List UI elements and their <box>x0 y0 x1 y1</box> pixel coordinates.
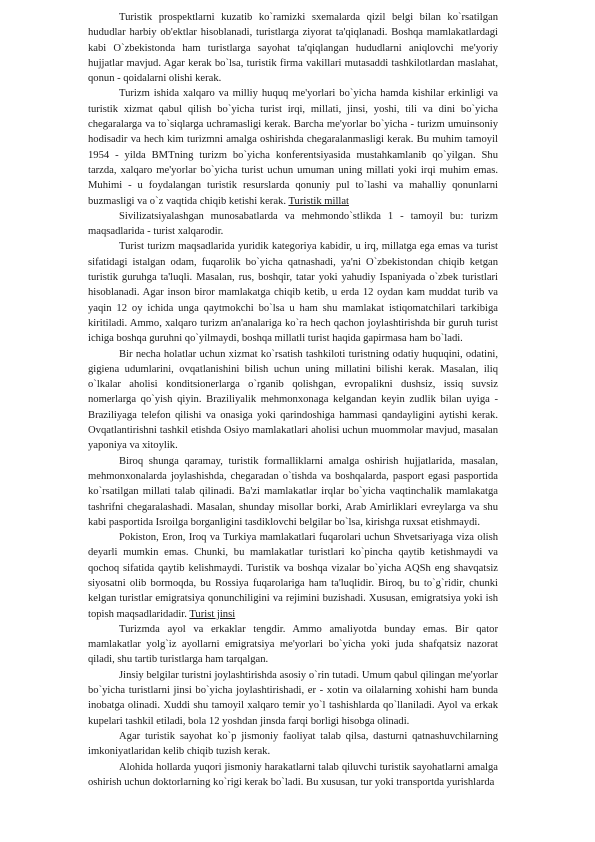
paragraph-1-text: Turistik prospektlarni kuzatib ko`ramizki sxemalarda qizil belgi bilan ko`rsatilgan hududlar harbiy ob'ektlar hisoblanadi, turistlarga ziyorat ta'qiqlanadi. Boshqa mamlakatlardagi kabi O`zbekistonda ham turistlarga sayohat ta'qiqlangan hududlarni aniqlovchi me'yoriy hujjatlar mavjud. Agar kerak bo`lsa, turistik firma vakillari mutasaddi tashkilotlardan maslahat, qonun - qoidalarni olishi kerak. <box>88 12 498 85</box>
paragraph-9-text: Jinsiy belgilar turistni joylashtirishda asosiy o`rin tutadi. Umum qabul qilingan me'yorlar bo`yicha turistlarni jinsi bo`yicha joylashtirishadi, er - xotin va oilalarning xohishi ham bunda inobatga olinadi. Xuddi shu tamoyil xalqaro temir yo`l tashishlarda qo`llaniladi. Ayol va erkak kupelari tashkil etiladi, bola 12 yoshdan jinsda farqi borligi hisobga olinadi. <box>88 669 498 727</box>
section-heading-link-turistik-millat[interactable]: Turistik millat <box>288 195 349 207</box>
paragraph-4-text: Turist turizm maqsadlarida yuridik kategoriya kabidir, u irq, millatga ega emas va turist sifatidagi istalgan odam, fuqarolik bo`yicha qatnashadi, ya'ni O`zbekistondan chiqib ketgan turistik guruhga ta'luqli. Masalan, rus, boshqir, tatar yoki yahudiy Ispaniyada o`zbek turistlari hisoblanadi. Agar inson biror mamlakatga chiqib ketib, u erda 12 oydan kam muddat turib va yaqin 12 oy ichida unga qaytmokchi bo`lsa u ham shu mamlakat istiqomatchilari tarkibiga kiritiladi. Ammo, xalqaro turizm an'analariga ko`ra hech qachon joylashtirishda bir guruh turist ichiga boshqa guruhni qo`yilmaydi, boshqa millatli turist haqida gapirmasa ham bo`ladi. <box>88 241 498 345</box>
paragraph-4 <box>88 239 498 346</box>
section-heading-link-turist-jinsi[interactable]: Turist jinsi <box>189 608 236 620</box>
paragraph-9 <box>88 668 498 729</box>
paragraph-3 <box>88 209 498 240</box>
document-page <box>88 10 498 790</box>
paragraph-1 <box>88 10 498 86</box>
paragraph-10 <box>88 729 498 760</box>
paragraph-8-text: Turizmda ayol va erkaklar tengdir. Ammo amaliyotda bunday emas. Bir qator mamlakatlar yolg`iz ayollarni emigratsiya me'yorlari bo`yicha yoki juda shafqatsiz nazorat qiladi, shu tartib turistlarga ham tarqalgan. <box>88 623 498 666</box>
paragraph-2-text: Turizm ishida xalqaro va milliy huquq me'yorlari bo`yicha hamda kishilar erkinligi va turistik xizmat qabul qilish bo`yicha turist irqi, millati, jinsi, yoshi, tili va dini bo`yicha chegaralarga va to`siqlarga uchramasligi kerak. Barcha me'yorlar bo`yicha - turizm umuinsoniy hodisadir va hech kim turizmni amalga oshirishda chegaralanmasligi kerak. Bu muhim tamoyil 1954 - yilda BMTning turizm bo`yicha konferentsiyasida mustahkamlanib qo`yilgan. Shu tarzda, xalqaro me'yorlar bo`yicha turist uchun umuman uning millati yoki irqi muhim emas. Muhimi - u foydalangan turistik resurslarda qonuniy pul to`lashi va mahalliy qonunlarni buzmasligi va o`z vaqtida chiqib ketishi kerak. <box>88 88 498 207</box>
paragraph-3-text: Sivilizatsiyalashgan munosabatlarda va mehmondo`stlikda 1 - tamoyil bu: turizm maqsadlarida - turist xalqarodir. <box>88 210 498 238</box>
paragraph-2 <box>88 86 498 208</box>
paragraph-7 <box>88 530 498 622</box>
paragraph-6-text: Biroq shunga qaramay, turistik formalliklarni amalga oshirish hujjatlarida, masalan, mehmonxonalarda joylashishda, chegaradan o`tishda va boshqalarda, pasport egasi pasportida ko`rsatilgan millati talab qilinadi. Ba'zi mamlakatlar irqlar bo`yicha vaqtinchalik mamlakatga tashrifni chegaralashadi. Masalan, shunday misollar borki, Arab Amirliklari evreylarga va shu kabi pasportida Isroilga borganligini tasdiklovchi belgilar bo`lsa, kirishga ruxsat etishmaydi. <box>88 455 498 528</box>
paragraph-6 <box>88 454 498 530</box>
paragraph-11 <box>88 760 498 791</box>
paragraph-7-text: Pokiston, Eron, Iroq va Turkiya mamlakatlari fuqarolari uchun Shvetsariyaga viza olish deyarli mumkin emas. Chunki, bu mamlakatlar turistlari ko`pincha qaytib ketishmaydi va qochoq sifatida qaytib kelishmaydi. Turistik va boshqa vizalar bo`yicha AQSh eng shavqatsiz siyosatni olib bormoqda, bu Rossiya fuqarolariga ham ta'luqlidir. Biroq, bu to`g`ridir, chunki kelgan turistlar emigratsiya qonunchiligini va rejimini buzishadi. Xususan, emigratsiya yoki ish topish maqsadlaridadir. <box>88 532 498 620</box>
paragraph-10-text: Agar turistik sayohat ko`p jismoniy faoliyat talab qilsa, dasturni qatnashuvchilarning imkoniyatlaridan kelib chiqib tuzish kerak. <box>88 730 498 758</box>
paragraph-5-text: Bir necha holatlar uchun xizmat ko`rsatish tashkiloti turistning odatiy huquqini, odatini, gigiena udumlarini, ovqatlanishini bilish uchun uning millatini bilishi kerak. Masalan, iliq o`lkalar aholisi konditsionerlarga o`rganib qolishgan, evropalikni dushsiz, issiq suvsiz nomerlarga qo`yish qiyin. Braziliyalik mehmonxonaga kelgandan keyin zudlik bilan uyiga - Braziliyaga telefon qilishi va onasiga yoki qarindoshiga hammasi qandayligini aytishi kerak. Ovqatlantirishni tashkil etishda Osiyo mamlakatlari aholisi uchun muommolar mavjud, masalan yaponiya va xitoylik. <box>88 348 498 452</box>
paragraph-5 <box>88 347 498 454</box>
paragraph-8 <box>88 622 498 668</box>
paragraph-11-text: Alohida hollarda yuqori jismoniy harakatlarni talab qiluvchi turistik sayohatlarni amalga oshirish uchun doktorlarning ko`rigi kerak bo`ladi. Bu xususan, tur yoki transportda yurishlarda <box>88 761 498 788</box>
